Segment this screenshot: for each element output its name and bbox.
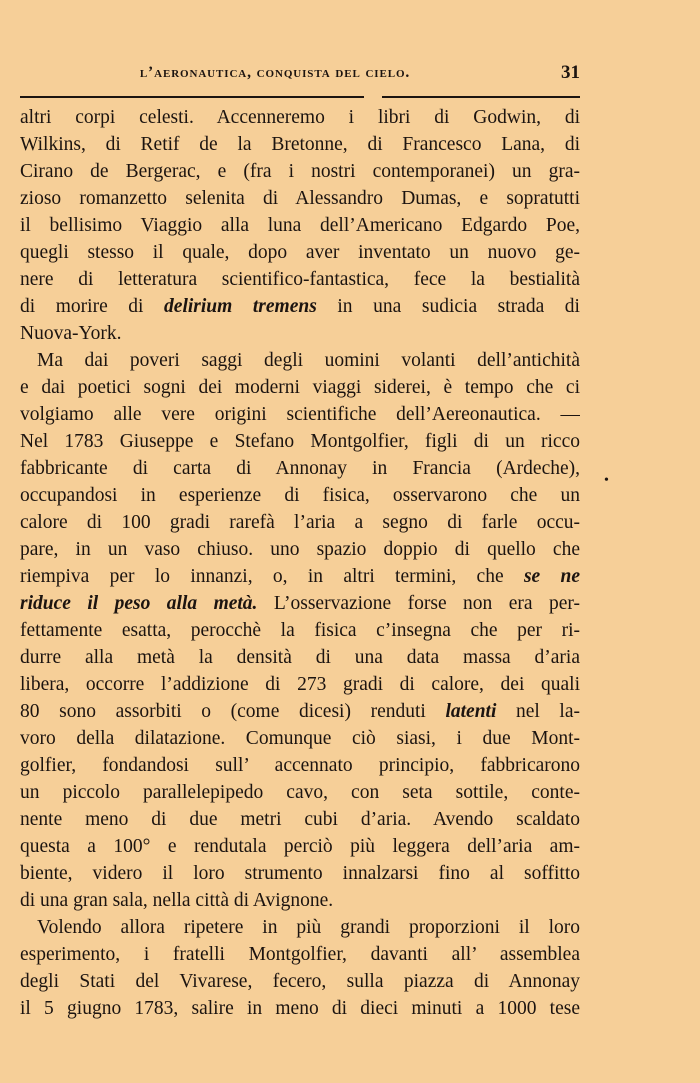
text-line: Volendo allora ripetere in più grandi proporzioni il loro [37,917,580,938]
text-line: degli Stati del Vivarese, fecero, sulla piazza di Annonay [20,971,580,992]
text-line: Ma dai poveri saggi degli uomini volanti dell’antichità [37,350,580,371]
text-line: zioso romanzetto selenita di Alessandro Dumas, e sopratutti [20,188,580,209]
text-line: Nuova-York. [20,323,122,344]
text-line: fettamente esatta, perocchè la fisica c’insegna che per ri- [20,620,580,641]
page-number: 31 [561,62,580,83]
text-line: golfier, fondandosi sull’ accennato principio, fabbricarono [20,755,580,776]
italic-run: delirium tremens [164,296,317,317]
header-rule-gap [364,94,382,100]
italic-run: riduce il peso alla metà. [20,593,258,614]
text-line: nente meno di due metri cubi d’aria. Avendo scaldato [20,809,580,830]
text-run: di morire di [20,296,144,317]
italic-run: se ne [523,566,580,587]
header-rule [20,96,580,98]
text-line [20,590,580,617]
text-line: di una gran sala, nella città di Avignone. [20,890,334,911]
text-line: e dai poetici sogni dei moderni viaggi siderei, è tempo che ci [20,377,580,398]
text-line: un piccolo parallelepipedo cavo, con seta sottile, conte- [20,782,580,803]
body-text [20,104,580,1022]
text-line: esperimento, i fratelli Montgolfier, davanti all’ assemblea [20,944,580,965]
text-line: calore di 100 gradi rarefà l’aria a segno di farle occu- [20,512,580,533]
text-line: quegli stesso il quale, dopo aver inventato un nuovo ge- [20,242,580,263]
text-line: occupandosi in esperienze di fisica, osservarono che un [20,485,580,506]
text-line: Wilkins, di Retif de la Bretonne, di Francesco Lana, di [20,134,580,155]
text-run: 80 sono assorbiti o (come dicesi) renduti [20,701,426,722]
text-run: in una sudicia strada di [316,296,580,317]
text-line: volgiamo alle vere origini scientifiche dell’Aereonautica. — [20,404,580,425]
text-line: il 5 giugno 1783, salire in meno di dieci minuti a 1000 tese [20,998,580,1019]
text-run: riempiva per lo innanzi, o, in altri termini, che [20,566,504,587]
text-line [20,563,580,590]
italic-run: latenti [445,701,497,722]
text-line: pare, in un vaso chiuso. uno spazio doppio di quello che [20,539,580,560]
margin-mark: • [604,473,609,488]
text-line: voro della dilatazione. Comunque ciò siasi, i due Mont- [20,728,580,749]
text-line: altri corpi celesti. Accenneremo i libri di Godwin, di [20,107,580,128]
text-line: libera, occorre l’addizione di 273 gradi di calore, dei quali [20,674,580,695]
text-line: il bellisimo Viaggio alla luna dell’Americano Edgardo Poe, [20,215,580,236]
text-line [20,293,580,320]
running-title: l’aeronautica, conquista del cielo. [139,64,411,81]
text-line: questa a 100° e rendutala perciò più leggera dell’aria am- [20,836,580,857]
text-run: L’osservazione forse non era per- [257,593,580,614]
text-run: nel la- [496,701,580,722]
page-header [20,62,580,86]
text-line [20,698,580,725]
text-line: Nel 1783 Giuseppe e Stefano Montgolfier, figli di un ricco [20,431,580,452]
text-line: nere di letteratura scientifico-fantastica, fece la bestialità [20,269,580,290]
text-line: Cirano de Bergerac, e (fra i nostri contemporanei) un gra- [20,161,580,182]
text-line: fabbricante di carta di Annonay in Francia (Ardeche), [20,458,580,479]
text-line: biente, videro il loro strumento innalzarsi fino al soffitto [20,863,580,884]
text-line: durre alla metà la densità di una data massa d’aria [20,647,580,668]
